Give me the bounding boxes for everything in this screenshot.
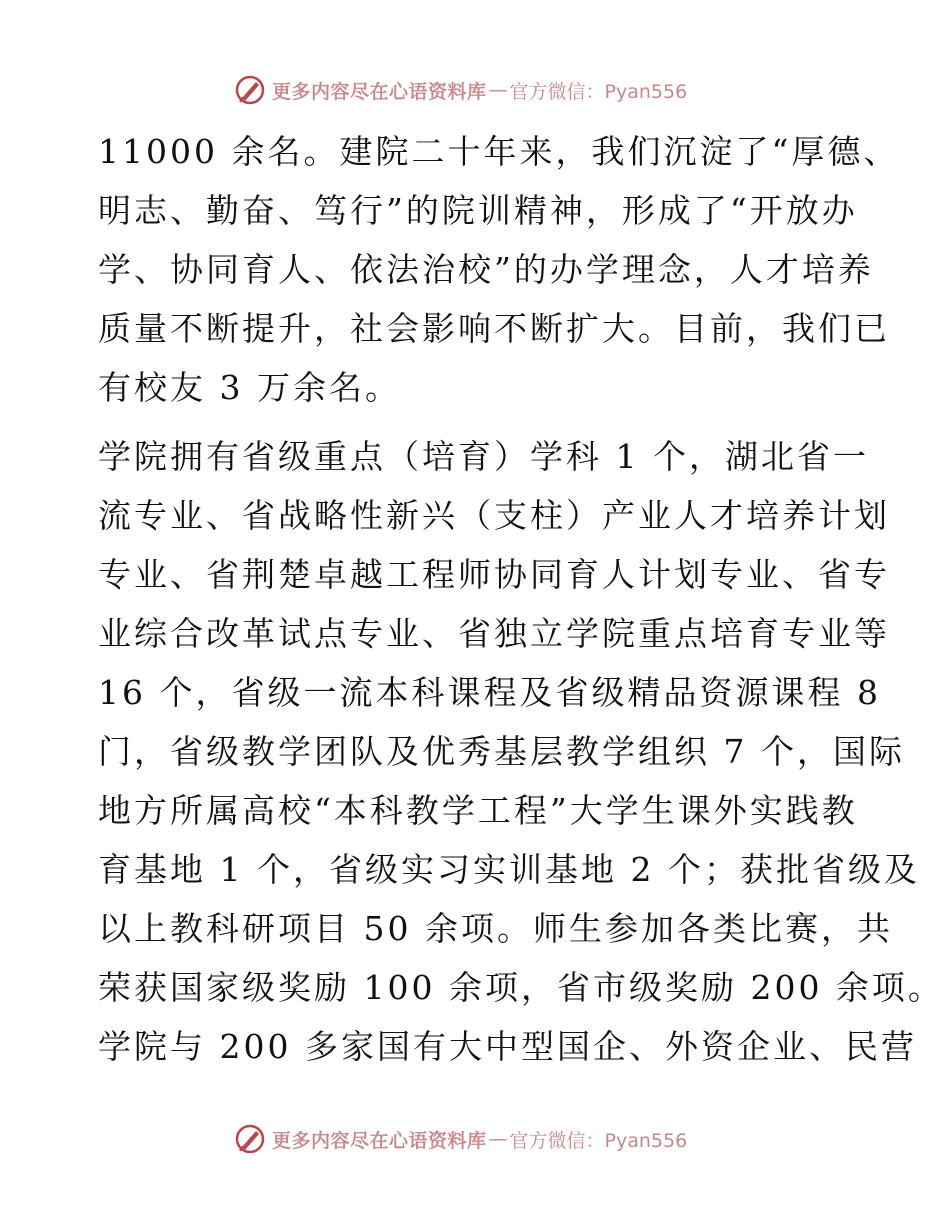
watermark-dash: — — [488, 1128, 508, 1150]
text-line: 专业、省荆楚卓越工程师协同育人计划专业、省专 — [98, 555, 890, 594]
text-line: 以上教科研项目 50 余项。师生参加各类比赛，共 — [98, 909, 893, 948]
watermark-contact: 官方微信：Pyan556 — [509, 1129, 688, 1152]
text-line: 业综合改革试点专业、省独立学院重点培育专业等 — [98, 614, 890, 653]
footer-watermark — [234, 1121, 714, 1157]
paragraph-2 — [98, 427, 944, 1076]
text-line: 地方所属高校“本科教学工程”大学生课外实践教 — [98, 791, 858, 830]
watermark-dash: — — [488, 79, 508, 101]
text-line: 有校友 3 万余名。 — [98, 368, 401, 407]
text-line: 学院与 200 多家国有大中型国企、外资企业、民营 — [98, 1027, 917, 1066]
text-line: 16 个，省级一流本科课程及省级精品资源课程 8 — [98, 673, 881, 712]
paragraph-1 — [98, 122, 900, 417]
text-line: 11000 余名。建院二十年来，我们沉淀了“厚德、 — [98, 132, 900, 171]
watermark-text: 更多内容尽在心语资料库 — [272, 1129, 487, 1152]
header-watermark — [234, 72, 714, 108]
text-line: 学、协同育人、依法治校”的办学理念，人才培养 — [98, 250, 874, 289]
text-line: 育基地 1 个，省级实习实训基地 2 个；获批省级及 — [98, 850, 920, 889]
text-line: 质量不断提升，社会影响不断扩大。目前，我们已 — [98, 309, 890, 348]
text-line: 明志、勤奋、笃行”的院训精神，形成了“开放办 — [98, 191, 858, 230]
watermark-text: 更多内容尽在心语资料库 — [272, 80, 487, 103]
paragraph-gap — [98, 417, 858, 427]
quill-logo-icon — [234, 1123, 266, 1155]
text-line: 学院拥有省级重点（培育）学科 1 个，湖北省一 — [98, 437, 869, 476]
quill-logo-icon — [234, 74, 266, 106]
text-line: 荣获国家级奖励 100 余项，省市级奖励 200 余项。 — [98, 968, 944, 1007]
document-body — [98, 122, 944, 1076]
watermark-contact: 官方微信：Pyan556 — [509, 80, 688, 103]
text-line: 流专业、省战略性新兴（支柱）产业人才培养计划 — [98, 496, 890, 535]
text-line: 门，省级教学团队及优秀基层教学组织 7 个，国际 — [98, 732, 905, 771]
